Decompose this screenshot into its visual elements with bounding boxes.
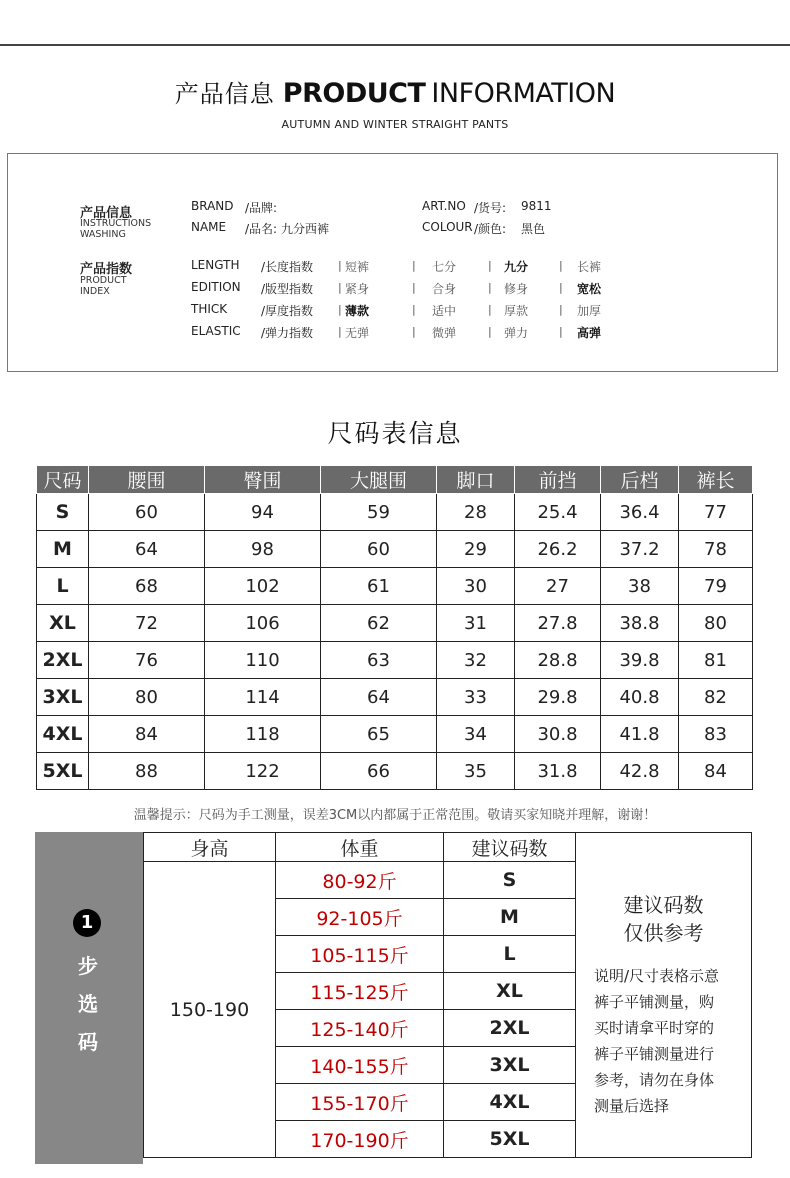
size-value-cell: 102: [205, 568, 321, 605]
index-separator: |: [559, 259, 563, 272]
recommended-size-cell: 5XL: [444, 1121, 576, 1158]
index-separator: |: [488, 281, 492, 294]
advice-note-line: 裤子平铺测量，购: [594, 993, 715, 1011]
size-label-cell: 4XL: [37, 716, 89, 753]
size-value-cell: 118: [205, 716, 321, 753]
size-value-cell: 31.8: [515, 753, 601, 790]
size-value-cell: 60: [89, 494, 205, 531]
table-row: [37, 531, 753, 568]
step-char-3: 码: [78, 1030, 98, 1054]
size-header-cell: 大腿围: [321, 466, 437, 494]
size-value-cell: 59: [321, 494, 437, 531]
size-value-cell: 41.8: [601, 716, 679, 753]
index-level: 紧身: [344, 282, 369, 296]
header-subtitle: AUTUMN AND WINTER STRAIGHT PANTS: [281, 118, 509, 131]
table-row: [37, 605, 753, 642]
header-title-en-light: INFORMATION: [431, 78, 616, 109]
size-label-cell: M: [37, 531, 89, 568]
size-header-cell: 腰围: [89, 466, 205, 494]
size-value-cell: 64: [321, 679, 437, 716]
size-value-cell: 72: [89, 605, 205, 642]
size-value-cell: 36.4: [601, 494, 679, 531]
index-row-label: EDITION: [191, 280, 241, 294]
size-value-cell: 82: [679, 679, 753, 716]
height-range-cell: 150-190: [144, 862, 276, 1158]
index-row-label: LENGTH: [191, 258, 240, 272]
index-level-active: 薄款: [344, 304, 369, 318]
header-title-en-bold: PRODUCT: [282, 78, 426, 109]
advice-title-1: 建议码数: [623, 893, 704, 917]
table-row: [37, 753, 753, 790]
page-header: [0, 74, 790, 109]
step-char-2: 选: [78, 992, 98, 1016]
size-value-cell: 30.8: [515, 716, 601, 753]
recommend-header-cell: 体重: [276, 833, 444, 862]
size-value-cell: 27.8: [515, 605, 601, 642]
index-separator: |: [488, 325, 492, 338]
size-header-cell: 臀围: [205, 466, 321, 494]
size-value-cell: 31: [437, 605, 515, 642]
size-table: [36, 465, 753, 790]
weight-cell: 125-140斤: [276, 1010, 444, 1047]
index-level-active: 高弹: [576, 326, 601, 340]
advice-note-line: 说明/尺寸表格示意: [594, 967, 720, 985]
size-value-cell: 37.2: [601, 531, 679, 568]
index-row-label: THICK: [191, 302, 228, 316]
index-level-active: 九分: [503, 260, 528, 274]
weight-cell: 115-125斤: [276, 973, 444, 1010]
recommend-header-cell: 身高: [144, 833, 276, 862]
size-value-cell: 63: [321, 642, 437, 679]
index-row-cn: /长度指数: [261, 260, 314, 274]
index-row-cn: /版型指数: [261, 282, 314, 296]
index-separator: |: [488, 259, 492, 272]
size-value-cell: 64: [89, 531, 205, 568]
weight-cell: 105-115斤: [276, 936, 444, 973]
size-value-cell: 84: [679, 753, 753, 790]
table-row: [37, 494, 753, 531]
advice-note-line: 买时请拿平时穿的: [594, 1019, 715, 1037]
size-value-cell: 80: [89, 679, 205, 716]
step-number-badge: 1: [73, 909, 101, 937]
index-level: 厚款: [503, 304, 528, 318]
info-section-title: 产品信息: [80, 206, 133, 221]
size-value-cell: 81: [679, 642, 753, 679]
size-label-cell: S: [37, 494, 89, 531]
index-level: 修身: [503, 282, 528, 296]
index-level: 合身: [431, 282, 456, 296]
artno-cn: /货号:: [474, 201, 507, 215]
size-table-header: [37, 466, 753, 494]
artno-label: ART.NO: [422, 199, 466, 213]
index-separator: |: [412, 281, 416, 294]
size-value-cell: 83: [679, 716, 753, 753]
size-header-cell: 后档: [601, 466, 679, 494]
recommended-size-cell: XL: [444, 973, 576, 1010]
colour-label: COLOUR: [422, 220, 473, 234]
size-value-cell: 35: [437, 753, 515, 790]
size-value-cell: 106: [205, 605, 321, 642]
size-value-cell: 114: [205, 679, 321, 716]
name-value: 九分西裤: [281, 222, 330, 236]
index-section-title: 产品指数: [80, 262, 133, 277]
index-separator: |: [412, 259, 416, 272]
index-section-en: PRODUCT: [80, 275, 127, 286]
index-separator: |: [338, 325, 342, 338]
size-label-cell: 3XL: [37, 679, 89, 716]
size-value-cell: 38: [601, 568, 679, 605]
index-separator: |: [338, 303, 342, 316]
recommended-size-cell: M: [444, 899, 576, 936]
index-row-cn: /弹力指数: [261, 326, 314, 340]
size-value-cell: 42.8: [601, 753, 679, 790]
brand-label: BRAND: [191, 199, 234, 213]
size-header-cell: 前挡: [515, 466, 601, 494]
index-separator: |: [338, 281, 342, 294]
index-separator: |: [488, 303, 492, 316]
size-value-cell: 60: [321, 531, 437, 568]
recommend-table: [143, 832, 752, 1158]
weight-cell: 140-155斤: [276, 1047, 444, 1084]
advice-note-line: 参考，请勿在身体: [594, 1071, 715, 1089]
size-value-cell: 94: [205, 494, 321, 531]
recommended-size-cell: 2XL: [444, 1010, 576, 1047]
index-level: 微弹: [431, 326, 456, 340]
size-value-cell: 28: [437, 494, 515, 531]
table-row: [37, 568, 753, 605]
size-value-cell: 80: [679, 605, 753, 642]
size-value-cell: 76: [89, 642, 205, 679]
size-value-cell: 68: [89, 568, 205, 605]
size-value-cell: 88: [89, 753, 205, 790]
size-value-cell: 38.8: [601, 605, 679, 642]
weight-cell: 155-170斤: [276, 1084, 444, 1121]
name-label: NAME: [191, 220, 227, 234]
index-level: 无弹: [344, 326, 369, 340]
size-value-cell: 29: [437, 531, 515, 568]
size-table-title: 尺码表信息: [327, 419, 463, 448]
weight-cell: 92-105斤: [276, 899, 444, 936]
size-value-cell: 33: [437, 679, 515, 716]
index-level: 长裤: [576, 260, 601, 274]
size-value-cell: 26.2: [515, 531, 601, 568]
advice-cell: [576, 833, 752, 1158]
size-value-cell: 34: [437, 716, 515, 753]
table-row: [37, 679, 753, 716]
recommended-size-cell: 4XL: [444, 1084, 576, 1121]
index-separator: |: [412, 325, 416, 338]
size-value-cell: 122: [205, 753, 321, 790]
size-value-cell: 61: [321, 568, 437, 605]
size-value-cell: 77: [679, 494, 753, 531]
artno-value: 9811: [521, 199, 552, 213]
recommended-size-cell: 3XL: [444, 1047, 576, 1084]
index-separator: |: [559, 281, 563, 294]
index-level-active: 宽松: [576, 282, 601, 296]
size-value-cell: 29.8: [515, 679, 601, 716]
size-label-cell: XL: [37, 605, 89, 642]
size-value-cell: 32: [437, 642, 515, 679]
size-value-cell: 39.8: [601, 642, 679, 679]
table-row: [37, 716, 753, 753]
step-char-1: 步: [78, 954, 98, 978]
colour-value: 黑色: [521, 222, 546, 236]
recommend-header-row: [144, 833, 752, 862]
size-value-cell: 110: [205, 642, 321, 679]
measure-note: 温馨提示：尺码为手工测量，误差3CM以内都属于正常范围。敬请买家知晓并理解，谢谢！: [133, 808, 657, 823]
size-value-cell: 28.8: [515, 642, 601, 679]
header-title-cn: 产品信息: [174, 80, 275, 108]
info-section-en: INSTRUCTIONS: [80, 218, 152, 229]
index-level: 加厚: [576, 304, 601, 318]
size-label-cell: 5XL: [37, 753, 89, 790]
index-separator: |: [559, 303, 563, 316]
index-section-en2: INDEX: [80, 286, 110, 297]
index-separator: |: [559, 325, 563, 338]
size-label-cell: L: [37, 568, 89, 605]
size-value-cell: 98: [205, 531, 321, 568]
recommended-size-cell: S: [444, 862, 576, 899]
size-table-body: [37, 494, 753, 790]
size-header-cell: 脚口: [437, 466, 515, 494]
colour-cn: /颜色:: [474, 222, 507, 236]
index-row-label: ELASTIC: [191, 324, 241, 338]
advice-note-line: 测量后选择: [594, 1097, 670, 1115]
size-value-cell: 79: [679, 568, 753, 605]
size-value-cell: 66: [321, 753, 437, 790]
index-separator: |: [338, 259, 342, 272]
brand-cn: /品牌:: [245, 201, 278, 215]
size-value-cell: 84: [89, 716, 205, 753]
size-header-cell: 尺码: [37, 466, 89, 494]
info-section-en2: WASHING: [80, 229, 126, 240]
size-value-cell: 78: [679, 531, 753, 568]
advice-note-line: 裤子平铺测量进行: [594, 1045, 715, 1063]
size-value-cell: 65: [321, 716, 437, 753]
size-value-cell: 27: [515, 568, 601, 605]
advice-title-2: 仅供参考: [623, 921, 704, 945]
size-value-cell: 40.8: [601, 679, 679, 716]
index-level: 七分: [431, 260, 456, 274]
size-value-cell: 25.4: [515, 494, 601, 531]
recommend-header-cell: 建议码数: [444, 833, 576, 862]
name-cn: /品名:: [245, 222, 278, 236]
index-row-cn: /厚度指数: [261, 304, 314, 318]
top-divider: [0, 44, 790, 46]
index-level: 弹力: [503, 326, 528, 340]
weight-cell: 170-190斤: [276, 1121, 444, 1158]
index-level: 适中: [431, 304, 456, 318]
weight-cell: 80-92斤: [276, 862, 444, 899]
size-value-cell: 30: [437, 568, 515, 605]
recommend-table-body: [144, 833, 752, 1158]
size-value-cell: 62: [321, 605, 437, 642]
index-separator: |: [412, 303, 416, 316]
recommended-size-cell: L: [444, 936, 576, 973]
size-label-cell: 2XL: [37, 642, 89, 679]
table-row: [37, 642, 753, 679]
size-header-cell: 裤长: [679, 466, 753, 494]
product-info-box: [7, 153, 778, 372]
index-level: 短裤: [344, 260, 369, 274]
